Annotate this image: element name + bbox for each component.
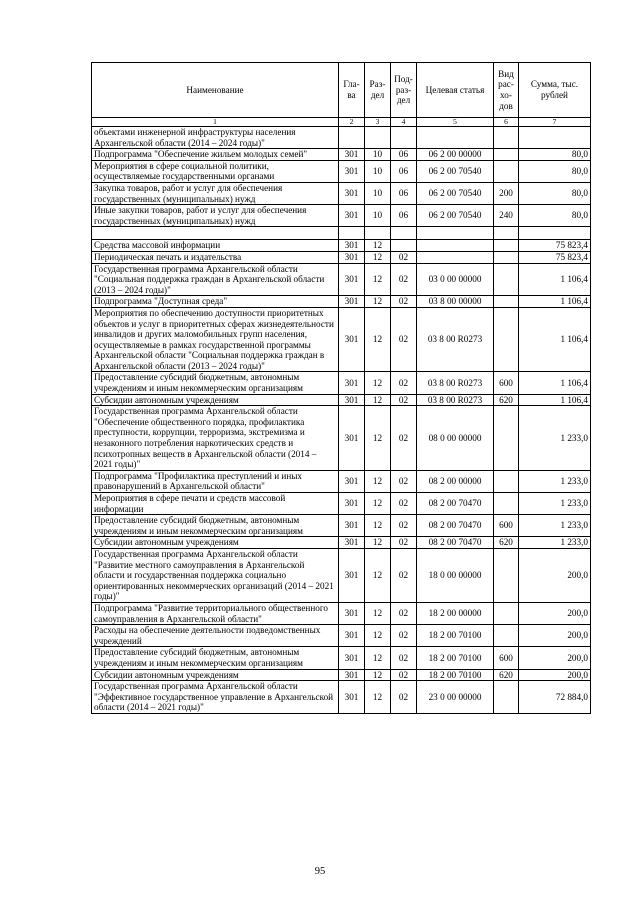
row-section: 12 [365,681,391,714]
row-target-article: 18 2 00 70100 [417,669,494,681]
row-target-article [417,251,494,263]
row-sum: 1 106,4 [519,394,591,406]
row-expense-type: 240 [494,205,519,227]
table-row [92,625,591,647]
table-row-blank [92,227,591,240]
row-chapter: 301 [339,625,365,647]
table-row [92,470,591,492]
row-sum: 80,0 [519,205,591,227]
row-name: Подпрограмма "Развитие территориального общественного самоуправления в Архангельской области" [92,602,339,624]
table-row [92,149,591,161]
row-sum: 75 823,4 [519,251,591,263]
row-subsection: 02 [391,251,417,263]
row-chapter: 301 [339,149,365,161]
row-name: Мероприятия по обеспечению доступности приоритетных объектов и услуг в приоритетных сферах жизнедеятельности инвалидов и других маломобильных групп населения, осуществляемые в рамках государственной программы Архангельской области "Социальная поддержка граждан в Архангельской области (2013 – 2024 годы)" [92,307,339,372]
table-row [92,160,591,182]
row-sum: 200,0 [519,625,591,647]
row-subsection: 06 [391,160,417,182]
row-sum: 1 106,4 [519,263,591,296]
row-sum: 80,0 [519,149,591,161]
row-name: Субсидии автономным учреждениям [92,394,339,406]
row-name: Подпрограмма "Профилактика преступлений и иных правонарушений в Архангельской области" [92,470,339,492]
row-target-article: 08 2 00 70470 [417,537,494,549]
row-subsection [391,127,417,149]
table-row [92,537,591,549]
row-expense-type: 620 [494,669,519,681]
row-chapter: 301 [339,669,365,681]
row-chapter: 301 [339,307,365,372]
row-sum: 72 884,0 [519,681,591,714]
table-row [92,263,591,296]
row-name: Государственная программа Архангельской области "Обеспечение общественного порядка, профилактика преступности, коррупции, терроризма, экстремизма и незаконного потребления наркотических средств и психотропных веществ в Архангельской области (2014 – 2021 годы)" [92,406,339,471]
row-target-article: 06 2 00 70540 [417,182,494,204]
row-chapter: 301 [339,263,365,296]
row-target-article: 08 2 00 00000 [417,470,494,492]
row-sum: 75 823,4 [519,240,591,252]
row-name: Подпрограмма "Обеспечение жильем молодых семей" [92,149,339,161]
table-row [92,372,591,394]
row-chapter: 301 [339,406,365,471]
row-target-article: 03 8 00 00000 [417,296,494,308]
row-target-article: 08 2 00 70470 [417,493,494,515]
header-subsection: Под-раз-дел [391,63,417,118]
column-number: 4 [391,118,417,127]
row-section: 12 [365,647,391,669]
row-target-article: 18 2 00 00000 [417,602,494,624]
row-section: 12 [365,669,391,681]
header-sum: Сумма, тыс. рублей [519,63,591,118]
row-subsection: 02 [391,681,417,714]
table-row [92,515,591,537]
row-section: 12 [365,296,391,308]
row-chapter: 301 [339,251,365,263]
header-expense-type: Вид рас-хо-дов [494,63,519,118]
row-subsection: 02 [391,669,417,681]
row-name: объектами инженерной инфраструктуры населения Архангельской области (2014 – 2024 годы)" [92,127,339,149]
row-subsection: 02 [391,406,417,471]
header-section: Раз-дел [365,63,391,118]
row-section: 12 [365,515,391,537]
table-row [92,307,591,372]
row-chapter: 301 [339,537,365,549]
row-expense-type: 600 [494,515,519,537]
row-subsection: 02 [391,394,417,406]
row-name: Закупка товаров, работ и услуг для обеспечения государственных (муниципальных) нужд [92,182,339,204]
row-name: Предоставление субсидий бюджетным, автономным учреждениям и иным некоммерческим организациям [92,515,339,537]
table-row [92,493,591,515]
row-expense-type [494,602,519,624]
row-expense-type [494,470,519,492]
row-name: Мероприятия в сфере печати и средств массовой информации [92,493,339,515]
table-row [92,251,591,263]
budget-table [91,62,591,714]
row-target-article: 03 8 00 R0273 [417,394,494,406]
page-number: 95 [314,866,326,877]
table-row [92,669,591,681]
header-chapter: Гла-ва [339,63,365,118]
row-section: 12 [365,625,391,647]
row-section [365,227,391,240]
row-sum: 200,0 [519,548,591,602]
row-subsection: 02 [391,296,417,308]
row-subsection [391,227,417,240]
row-subsection: 06 [391,149,417,161]
row-expense-type [494,493,519,515]
table-row [92,182,591,204]
row-section: 12 [365,470,391,492]
row-chapter: 301 [339,493,365,515]
row-expense-type [494,160,519,182]
row-chapter: 301 [339,647,365,669]
column-number: 5 [417,118,494,127]
row-subsection: 02 [391,470,417,492]
row-target-article: 18 0 00 00000 [417,548,494,602]
row-section: 12 [365,602,391,624]
row-sum [519,127,591,149]
row-chapter: 301 [339,394,365,406]
row-name: Иные закупки товаров, работ и услуг для обеспечения государственных (муниципальных) нужд [92,205,339,227]
row-subsection: 06 [391,205,417,227]
row-subsection: 02 [391,307,417,372]
row-chapter: 301 [339,182,365,204]
column-number: 7 [519,118,591,127]
row-sum: 1 106,4 [519,307,591,372]
row-target-article [417,127,494,149]
row-subsection: 02 [391,263,417,296]
row-section: 12 [365,394,391,406]
row-subsection: 02 [391,647,417,669]
row-name: Расходы на обеспечение деятельности подведомственных учреждений [92,625,339,647]
row-subsection: 02 [391,515,417,537]
row-name: Предоставление субсидий бюджетным, автономным учреждениям и иным некоммерческим организациям [92,647,339,669]
row-sum: 80,0 [519,182,591,204]
row-target-article: 06 2 00 70540 [417,205,494,227]
row-chapter: 301 [339,205,365,227]
row-sum [519,227,591,240]
row-subsection: 02 [391,493,417,515]
row-subsection: 02 [391,625,417,647]
row-target-article: 08 0 00 00000 [417,406,494,471]
table-row [92,394,591,406]
row-section: 10 [365,182,391,204]
row-section: 12 [365,240,391,252]
row-name: Государственная программа Архангельской области "Эффективное государственное управление в Архангельской области (2014 – 2021 годы)" [92,681,339,714]
row-target-article: 18 2 00 70100 [417,625,494,647]
table-row [92,647,591,669]
row-subsection: 06 [391,182,417,204]
table-row [92,240,591,252]
row-name [92,227,339,240]
row-sum: 1 233,0 [519,493,591,515]
row-name: Субсидии автономным учреждениям [92,537,339,549]
row-sum: 1 106,4 [519,372,591,394]
row-expense-type: 600 [494,372,519,394]
column-number: 2 [339,118,365,127]
table-body [92,127,591,714]
row-chapter: 301 [339,296,365,308]
row-sum: 200,0 [519,647,591,669]
row-target-article [417,227,494,240]
row-target-article: 06 2 00 00000 [417,149,494,161]
column-number: 6 [494,118,519,127]
row-target-article: 18 2 00 70100 [417,647,494,669]
row-expense-type: 620 [494,537,519,549]
row-sum: 1 106,4 [519,296,591,308]
row-name: Периодическая печать и издательства [92,251,339,263]
row-section: 10 [365,205,391,227]
row-section: 12 [365,307,391,372]
row-chapter: 301 [339,372,365,394]
row-expense-type [494,251,519,263]
row-section: 12 [365,548,391,602]
row-expense-type [494,548,519,602]
row-sum: 1 233,0 [519,470,591,492]
row-expense-type [494,681,519,714]
row-section: 12 [365,493,391,515]
row-expense-type: 200 [494,182,519,204]
row-name: Средства массовой информации [92,240,339,252]
row-section: 12 [365,251,391,263]
row-subsection [391,240,417,252]
table-row [92,406,591,471]
row-chapter: 301 [339,602,365,624]
row-section: 12 [365,263,391,296]
header-target-article: Целевая статья [417,63,494,118]
row-section: 10 [365,160,391,182]
row-sum: 1 233,0 [519,515,591,537]
row-sum: 1 233,0 [519,537,591,549]
row-target-article [417,240,494,252]
row-expense-type: 600 [494,647,519,669]
row-target-article: 03 8 00 R0273 [417,372,494,394]
table-row [92,602,591,624]
row-section: 12 [365,406,391,471]
row-expense-type [494,149,519,161]
column-number: 1 [92,118,339,127]
row-target-article: 03 8 00 R0273 [417,307,494,372]
row-section: 10 [365,149,391,161]
row-chapter: 301 [339,548,365,602]
table-row [92,205,591,227]
row-name: Мероприятия в сфере социальной политики, осуществляемые государственными органами [92,160,339,182]
column-number: 3 [365,118,391,127]
row-chapter [339,127,365,149]
row-sum: 1 233,0 [519,406,591,471]
table-row [92,127,591,149]
row-chapter: 301 [339,240,365,252]
row-target-article: 08 2 00 70470 [417,515,494,537]
row-subsection: 02 [391,537,417,549]
row-expense-type: 620 [494,394,519,406]
row-chapter [339,227,365,240]
row-name: Государственная программа Архангельской области "Развитие местного самоуправления в Архангельской области и государственная поддержка социально ориентированных некоммерческих организаций (2014 – 2021 годы)" [92,548,339,602]
row-chapter: 301 [339,470,365,492]
row-subsection: 02 [391,602,417,624]
row-subsection: 02 [391,548,417,602]
row-name: Подпрограмма "Доступная среда" [92,296,339,308]
row-target-article: 03 0 00 00000 [417,263,494,296]
row-sum: 200,0 [519,669,591,681]
row-sum: 80,0 [519,160,591,182]
row-expense-type [494,227,519,240]
row-expense-type [494,625,519,647]
row-name: Предоставление субсидий бюджетным, автономным учреждениям и иным некоммерческим организациям [92,372,339,394]
table-row [92,548,591,602]
row-target-article: 06 2 00 70540 [417,160,494,182]
row-chapter: 301 [339,681,365,714]
row-chapter: 301 [339,515,365,537]
row-expense-type [494,296,519,308]
header-name: Наименование [92,63,339,118]
row-target-article: 23 0 00 00000 [417,681,494,714]
row-section [365,127,391,149]
row-section: 12 [365,372,391,394]
row-expense-type [494,240,519,252]
row-name: Государственная программа Архангельской области "Социальная поддержка граждан в Архангельской области (2013 – 2024 годы)" [92,263,339,296]
row-section: 12 [365,537,391,549]
table-row [92,681,591,714]
row-chapter: 301 [339,160,365,182]
row-expense-type [494,406,519,471]
table-row [92,296,591,308]
row-subsection: 02 [391,372,417,394]
row-expense-type [494,307,519,372]
row-sum: 200,0 [519,602,591,624]
row-expense-type [494,263,519,296]
row-expense-type [494,127,519,149]
row-name: Субсидии автономным учреждениям [92,669,339,681]
